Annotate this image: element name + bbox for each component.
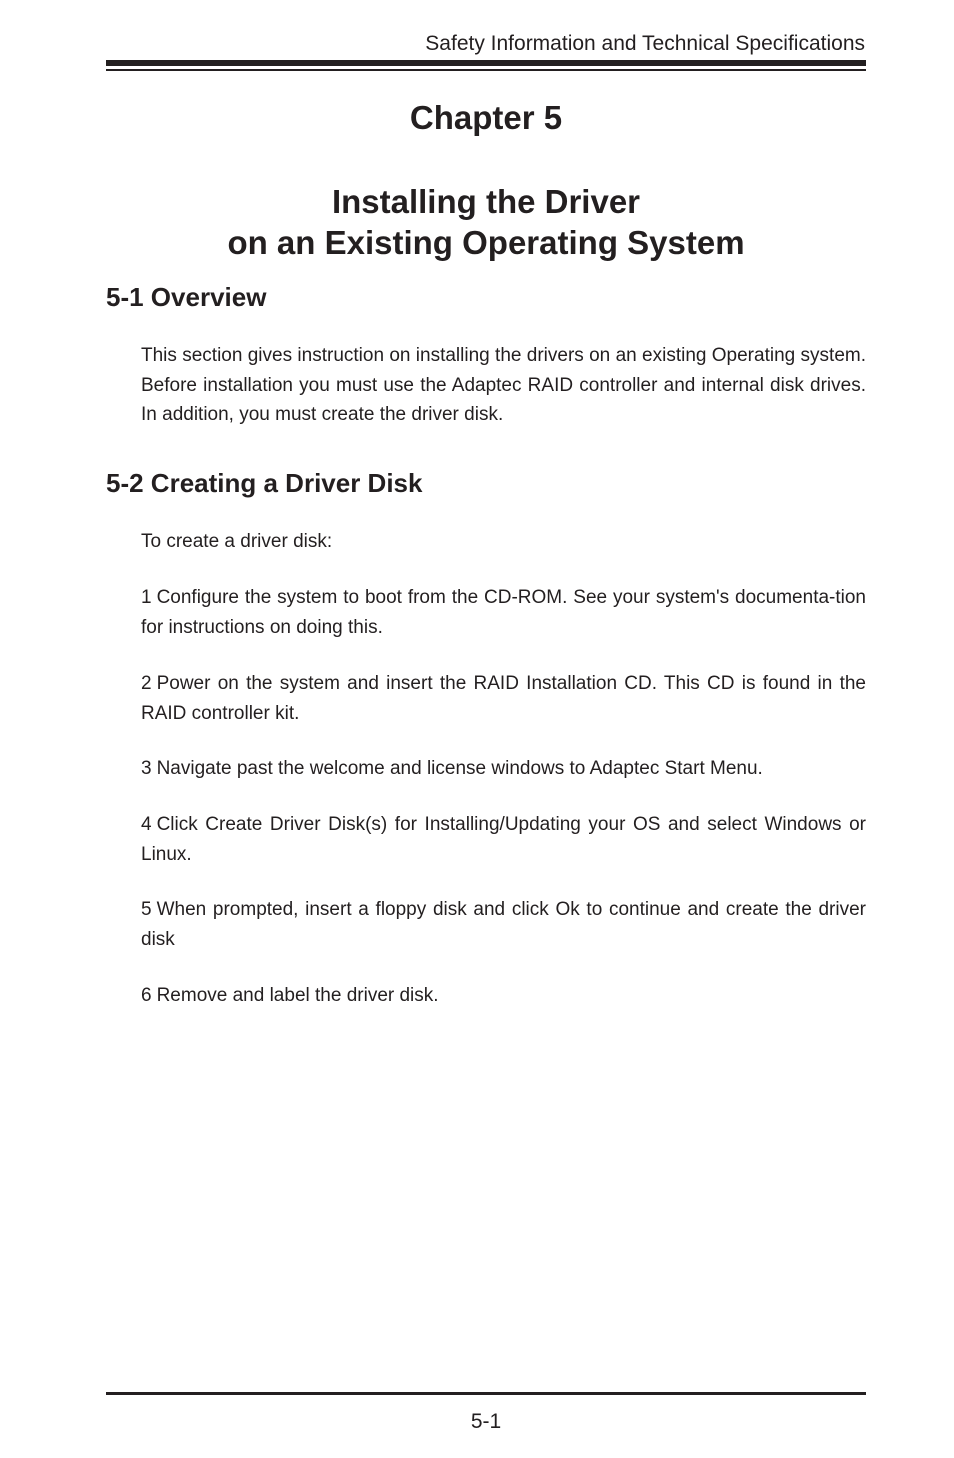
section-heading-overview: 5-1 Overview (106, 282, 267, 312)
step-item-3 (141, 754, 866, 784)
step-text: Power on the system and insert the RAID Installation CD. This CD is found in the RAID controller kit. (141, 673, 866, 724)
step-number: 5 (141, 899, 152, 920)
page-number: 5-1 (470, 1410, 502, 1433)
step-text: When prompted, insert a floppy disk and click Ok to continue and create the driver disk (141, 899, 866, 950)
step-item-5 (141, 895, 866, 954)
running-header: Safety Information and Technical Specifications (425, 32, 865, 55)
header-rule-thick (106, 60, 866, 66)
chapter-title-line-1: Installing the Driver (331, 183, 641, 220)
step-text: Navigate past the welcome and license windows to Adaptec Start Menu. (156, 758, 763, 779)
step-number: 3 (141, 758, 152, 779)
overview-paragraph: This section gives instruction on installing the drivers on an existing Operating system. Before installation you must use the Adaptec RAID controller and internal disk drives. In addition, you must create the driver disk. (141, 345, 866, 425)
step-item-1 (141, 583, 866, 642)
section-heading-creating-driver-disk: 5-2 Creating a Driver Disk (106, 468, 423, 498)
step-text: Click Create Driver Disk(s) for Installing/Updating your OS and select Windows or Linux. (141, 814, 866, 865)
step-text: Configure the system to boot from the CD-ROM. See your system's documenta-tion for instructions on doing this. (141, 587, 866, 638)
step-item-4 (141, 810, 866, 869)
driver-disk-intro: To create a driver disk: (141, 531, 333, 552)
chapter-title-line-2: on an Existing Operating System (227, 224, 745, 261)
chapter-label: Chapter 5 (409, 99, 563, 136)
step-number: 6 (141, 985, 152, 1006)
step-number: 4 (141, 814, 152, 835)
footer-rule (106, 1392, 866, 1395)
header-rule-thin (106, 69, 866, 71)
step-text: Remove and label the driver disk. (156, 985, 439, 1006)
chapter-title (106, 181, 866, 263)
step-item-2 (141, 669, 866, 728)
step-number: 2 (141, 673, 152, 694)
step-item-6 (141, 981, 866, 1011)
step-number: 1 (141, 587, 152, 608)
